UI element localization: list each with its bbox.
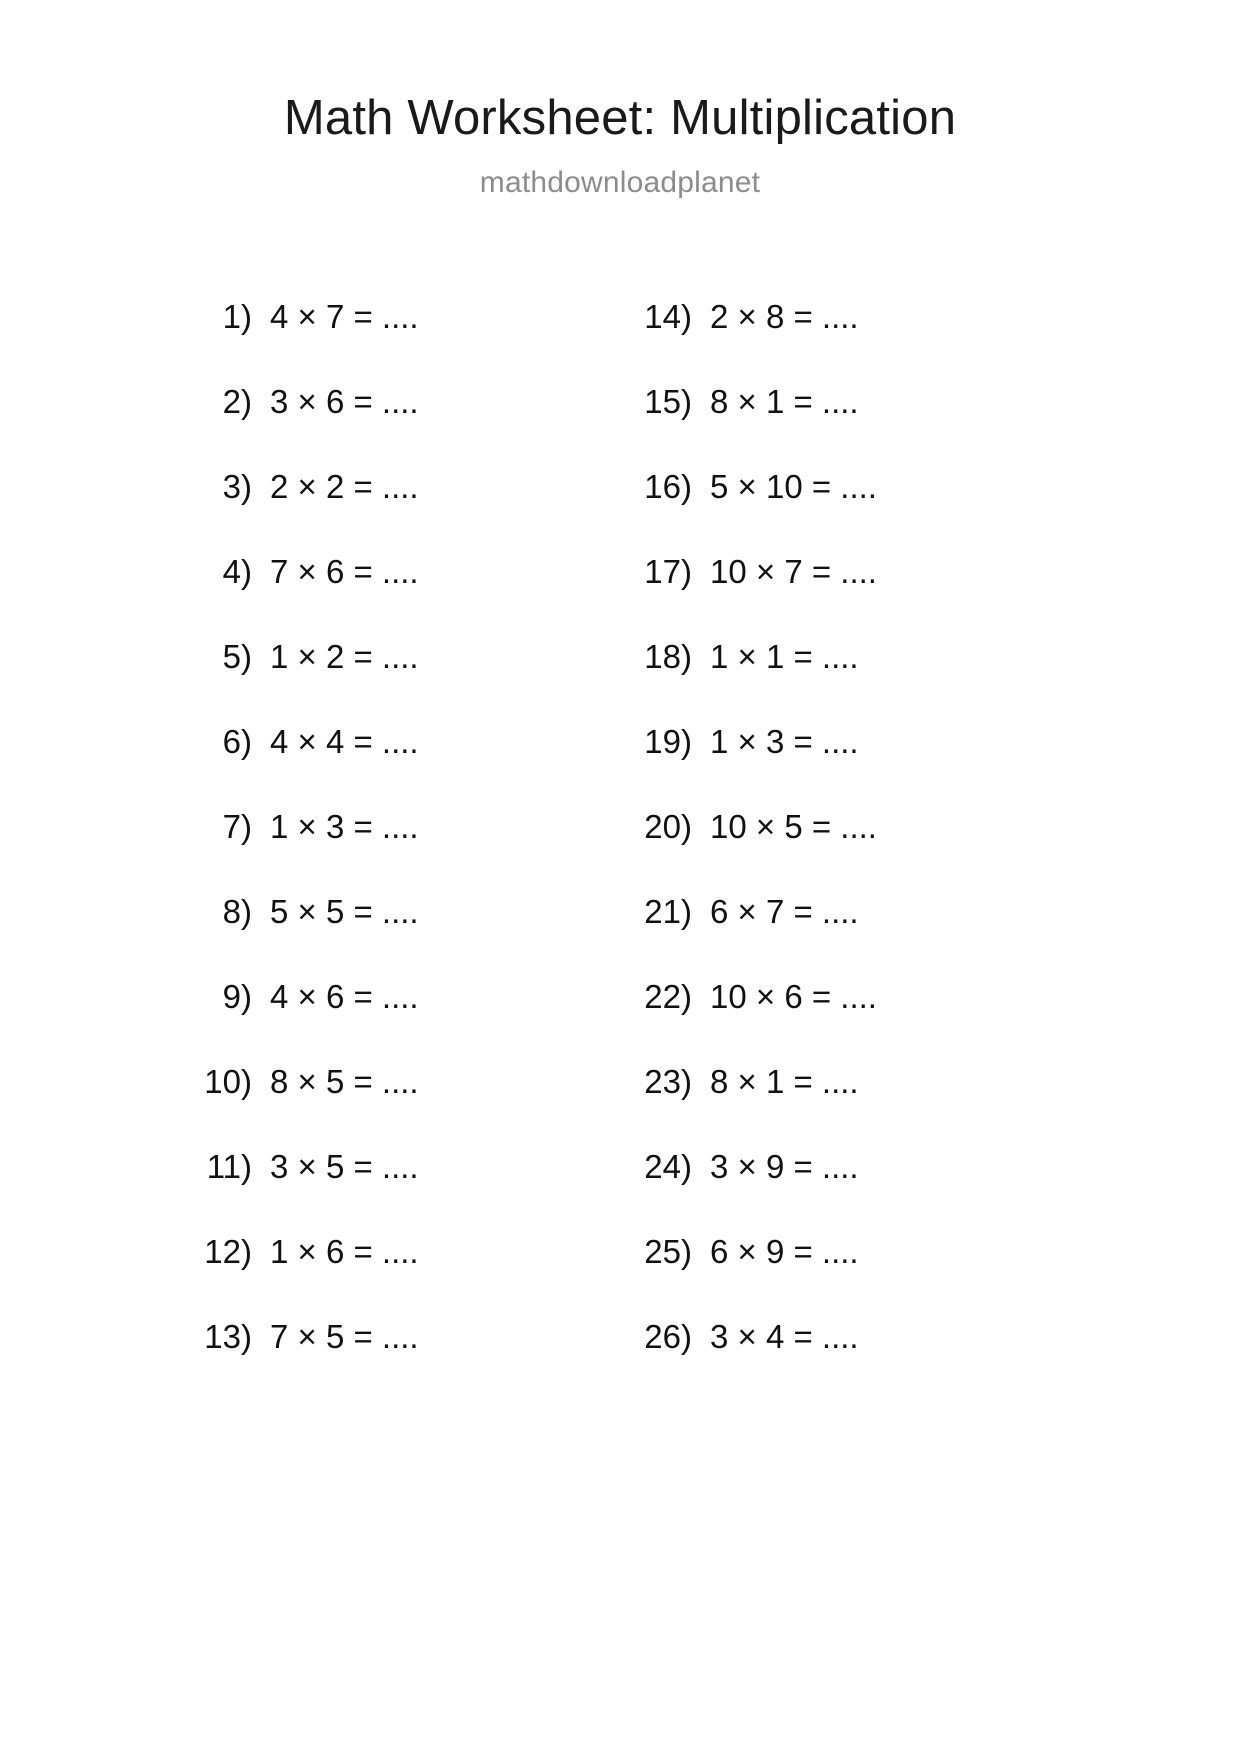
problem-number: 11) bbox=[206, 1148, 252, 1185]
problem-item bbox=[180, 468, 620, 553]
problem-item bbox=[180, 1233, 620, 1318]
problem-number: 18) bbox=[644, 638, 692, 675]
problem-expression: 1 × 2 = .... bbox=[270, 638, 419, 675]
problem-number: 1) bbox=[222, 298, 252, 335]
problem-number: 12) bbox=[204, 1233, 252, 1270]
problem-column-right bbox=[620, 298, 1060, 1403]
problem-number: 9) bbox=[222, 978, 252, 1015]
problem-expression: 4 × 4 = .... bbox=[270, 723, 419, 760]
problem-expression: 8 × 1 = .... bbox=[710, 383, 859, 420]
problem-item bbox=[180, 808, 620, 893]
problem-expression: 8 × 1 = .... bbox=[710, 1063, 859, 1100]
problem-expression: 6 × 7 = .... bbox=[710, 893, 859, 930]
page-subtitle: mathdownloadplanet bbox=[479, 166, 761, 199]
problem-number: 26) bbox=[644, 1318, 692, 1355]
problem-expression: 3 × 5 = .... bbox=[270, 1148, 419, 1185]
problem-item bbox=[620, 638, 1060, 723]
problem-expression: 10 × 7 = .... bbox=[710, 553, 877, 590]
problem-number: 3) bbox=[222, 468, 252, 505]
problem-item bbox=[180, 893, 620, 978]
problem-item bbox=[620, 978, 1060, 1063]
problem-number: 13) bbox=[204, 1318, 252, 1355]
problem-expression: 1 × 3 = .... bbox=[270, 808, 419, 845]
problem-item bbox=[180, 1148, 620, 1233]
problem-item bbox=[620, 468, 1060, 553]
problem-number: 15) bbox=[644, 383, 692, 420]
problem-number: 23) bbox=[644, 1063, 692, 1100]
problem-item bbox=[620, 893, 1060, 978]
problem-item bbox=[180, 638, 620, 723]
problem-number: 25) bbox=[644, 1233, 692, 1270]
problem-item bbox=[620, 808, 1060, 893]
problem-expression: 3 × 9 = .... bbox=[710, 1148, 859, 1185]
problem-number: 10) bbox=[204, 1063, 252, 1100]
problem-item bbox=[620, 1148, 1060, 1233]
problem-expression: 3 × 4 = .... bbox=[710, 1318, 859, 1355]
problem-number: 16) bbox=[644, 468, 692, 505]
problem-number: 2) bbox=[222, 383, 252, 420]
problem-number: 4) bbox=[222, 553, 252, 590]
problem-item bbox=[620, 1063, 1060, 1148]
problem-number: 5) bbox=[222, 638, 252, 675]
problem-expression: 10 × 6 = .... bbox=[710, 978, 877, 1015]
problem-number: 19) bbox=[644, 723, 692, 760]
problem-item bbox=[180, 978, 620, 1063]
problem-expression: 7 × 5 = .... bbox=[270, 1318, 419, 1355]
problem-expression: 2 × 2 = .... bbox=[270, 468, 419, 505]
page-title: Math Worksheet: Multiplication bbox=[283, 91, 957, 145]
problem-expression: 2 × 8 = .... bbox=[710, 298, 859, 335]
problem-item bbox=[180, 298, 620, 383]
problem-list bbox=[0, 298, 1240, 1403]
problem-item bbox=[180, 383, 620, 468]
problem-number: 21) bbox=[644, 893, 692, 930]
problem-expression: 4 × 6 = .... bbox=[270, 978, 419, 1015]
problem-item bbox=[620, 1233, 1060, 1318]
problem-column-left bbox=[180, 298, 620, 1403]
problem-expression: 8 × 5 = .... bbox=[270, 1063, 419, 1100]
problem-expression: 4 × 7 = .... bbox=[270, 298, 419, 335]
problem-item bbox=[620, 298, 1060, 383]
problem-number: 17) bbox=[644, 553, 692, 590]
problem-expression: 1 × 1 = .... bbox=[710, 638, 859, 675]
problem-expression: 1 × 6 = .... bbox=[270, 1233, 419, 1270]
problem-expression: 5 × 5 = .... bbox=[270, 893, 419, 930]
problem-number: 6) bbox=[222, 723, 252, 760]
problem-item bbox=[620, 1318, 1060, 1403]
problem-expression: 1 × 3 = .... bbox=[710, 723, 859, 760]
problem-item bbox=[180, 1318, 620, 1403]
problem-item bbox=[180, 553, 620, 638]
problem-item bbox=[620, 723, 1060, 808]
problem-number: 22) bbox=[644, 978, 692, 1015]
problem-expression: 3 × 6 = .... bbox=[270, 383, 419, 420]
problem-number: 8) bbox=[222, 893, 252, 930]
problem-number: 7) bbox=[222, 808, 252, 845]
problem-number: 24) bbox=[644, 1148, 692, 1185]
problem-item bbox=[180, 723, 620, 808]
problem-number: 20) bbox=[644, 808, 692, 845]
problem-expression: 5 × 10 = .... bbox=[710, 468, 877, 505]
problem-expression: 6 × 9 = .... bbox=[710, 1233, 859, 1270]
problem-item bbox=[620, 383, 1060, 468]
problem-number: 14) bbox=[644, 298, 692, 335]
problem-item bbox=[180, 1063, 620, 1148]
problem-item bbox=[620, 553, 1060, 638]
problem-expression: 7 × 6 = .... bbox=[270, 553, 419, 590]
problem-expression: 10 × 5 = .... bbox=[710, 808, 877, 845]
